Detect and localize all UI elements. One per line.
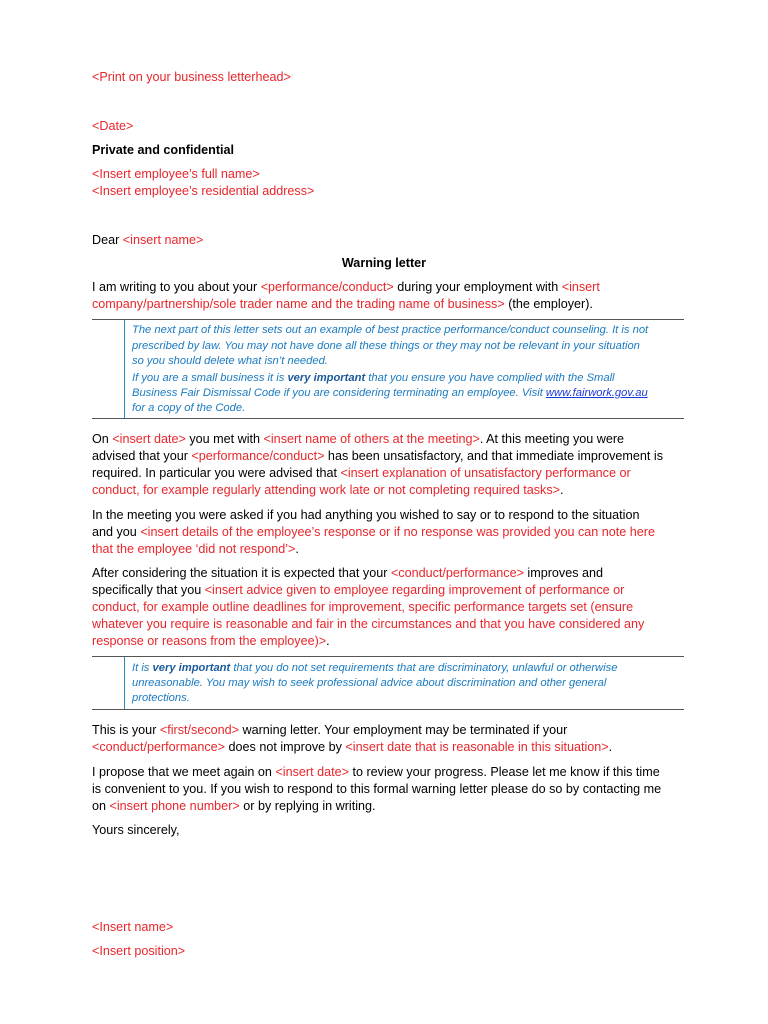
- para-text: has been unsatisfactory, and that immediate improvement is: [324, 449, 664, 463]
- para1-line-3: [92, 465, 631, 482]
- para-text: .: [559, 483, 564, 497]
- para-text: warning letter. Your employment may be terminated if your: [239, 723, 568, 737]
- para3-line-5: [92, 633, 330, 650]
- intro-text: (the employer).: [504, 297, 593, 311]
- para-placeholder: response or reasons from the employee)>: [92, 634, 327, 648]
- note-text: [132, 385, 648, 401]
- note-text: so you should delete what isn’t needed.: [132, 355, 328, 367]
- greeting-name-placeholder: <insert name>: [122, 233, 204, 247]
- closing: Yours sincerely,: [92, 823, 180, 837]
- note-text: protections.: [132, 692, 190, 704]
- para-text: improves and: [523, 566, 604, 580]
- intro-line-2: [92, 296, 593, 313]
- para-text: to review your progress. Please let me know if this time: [348, 765, 660, 779]
- para-text: .: [608, 740, 613, 754]
- para-placeholder: <conduct/performance>: [390, 566, 524, 580]
- note-text: It is: [132, 662, 153, 674]
- para3-line-3: conduct, for example outline deadlines for improvement, specific performance targets set (ensure: [92, 600, 634, 614]
- para-placeholder: <performance/conduct>: [191, 449, 325, 463]
- employee-address-placeholder: <Insert employee’s residential address>: [92, 184, 315, 198]
- note-bar: [124, 657, 125, 709]
- note-emphasis: very important: [152, 662, 231, 674]
- para3-line-2: [92, 582, 624, 599]
- letter-title: Warning letter: [341, 256, 427, 270]
- para1-line-2: [92, 448, 663, 465]
- para2-line-3: [92, 541, 299, 558]
- note-text: [132, 370, 615, 386]
- fairwork-link[interactable]: www.fairwork.gov.au: [545, 387, 648, 399]
- employee-name-placeholder: <Insert employee’s full name>: [92, 167, 260, 181]
- para3-line-4: whatever you require is reasonable and fair in the circumstances and that you have considered any: [92, 617, 645, 631]
- note-text: If you are a small business it is: [132, 372, 288, 384]
- confidential-heading: Private and confidential: [92, 143, 235, 157]
- para-text: required. In particular you were advised that: [92, 466, 341, 480]
- para-placeholder: <insert phone number>: [109, 799, 240, 813]
- para-placeholder: <insert date>: [112, 432, 186, 446]
- date-placeholder: <Date>: [92, 119, 134, 133]
- intro-placeholder: company/partnership/sole trader name and the trading name of business>: [92, 297, 505, 311]
- para-text: On: [92, 432, 113, 446]
- para5-line-2: is convenient to you. If you wish to respond to this formal warning letter please do so by contacting me: [92, 782, 662, 796]
- guidance-note-2: [92, 656, 684, 710]
- para-text: specifically that you: [92, 583, 205, 597]
- para2-line-2: [92, 524, 655, 541]
- para5-line-3: [92, 798, 376, 815]
- para-text: you met with: [185, 432, 264, 446]
- para-placeholder: <insert name of others at the meeting>: [263, 432, 480, 446]
- note-text: [132, 660, 617, 676]
- para4-line-2: [92, 739, 612, 756]
- para-placeholder: <first/second>: [159, 723, 239, 737]
- para-text: .: [326, 634, 330, 648]
- para-text: does not improve by: [225, 740, 346, 754]
- intro-line-1: [92, 279, 600, 296]
- para-placeholder: <insert explanation of unsatisfactory performance or: [340, 466, 631, 480]
- guidance-note-1: [92, 319, 684, 419]
- para-placeholder: <conduct/performance>: [92, 740, 226, 754]
- intro-placeholder: <performance/conduct>: [260, 280, 394, 294]
- para3-line-1: [92, 565, 603, 582]
- intro-text: I am writing to you about your: [92, 280, 261, 294]
- signature-position-placeholder: <Insert position>: [92, 944, 186, 958]
- para5-line-1: [92, 764, 660, 781]
- note-text: that you ensure you have complied with the Small: [365, 372, 615, 384]
- greeting: [92, 232, 203, 249]
- para-text: or by replying in writing.: [239, 799, 376, 813]
- note-text: Business Fair Dismissal Code if you are considering terminating an employee. Visit: [132, 387, 546, 399]
- para-placeholder: <insert date>: [275, 765, 349, 779]
- note-emphasis: very important: [287, 372, 366, 384]
- para-text: on: [92, 799, 110, 813]
- para4-line-1: [92, 722, 567, 739]
- para-text: . At this meeting you were: [479, 432, 625, 446]
- para-text: I propose that we meet again on: [92, 765, 276, 779]
- note-text: for a copy of the Code.: [132, 402, 246, 414]
- note-text: prescribed by law. You may not have done all these things or they may not be relevant in your situation: [132, 340, 640, 352]
- intro-placeholder: <insert: [561, 280, 600, 294]
- para-placeholder: <insert advice given to employee regarding improvement of performance or: [204, 583, 625, 597]
- para-text: .: [295, 542, 299, 556]
- note-text: The next part of this letter sets out an example of best practice performance/conduct counseling. It is not: [132, 324, 649, 336]
- para-text: After considering the situation it is expected that your: [92, 566, 391, 580]
- greeting-prefix: Dear: [92, 233, 123, 247]
- letterhead-placeholder: <Print on your business letterhead>: [92, 70, 291, 84]
- intro-text: during your employment with: [393, 280, 562, 294]
- para-text: and you: [92, 525, 141, 539]
- para-placeholder: <insert details of the employee’s response or if no response was provided you can note here: [140, 525, 655, 539]
- para-text: advised that your: [92, 449, 192, 463]
- note-bar: [124, 320, 125, 418]
- para2-line-1: In the meeting you were asked if you had anything you wished to say or to respond to the situation: [92, 508, 640, 522]
- para-placeholder: <insert date that is reasonable in this situation>: [345, 740, 609, 754]
- para1-line-4: [92, 482, 563, 499]
- para-placeholder: that the employee ‘did not respond’>: [92, 542, 296, 556]
- note-text: that you do not set requirements that are discriminatory, unlawful or otherwise: [230, 662, 618, 674]
- signature-name-placeholder: <Insert name>: [92, 920, 174, 934]
- para-text: This is your: [92, 723, 160, 737]
- para1-line-1: [92, 431, 624, 448]
- note-text: unreasonable. You may wish to seek professional advice about discrimination and other general: [132, 677, 607, 689]
- para-placeholder: conduct, for example regularly attending work late or not completing required tasks>: [92, 483, 560, 497]
